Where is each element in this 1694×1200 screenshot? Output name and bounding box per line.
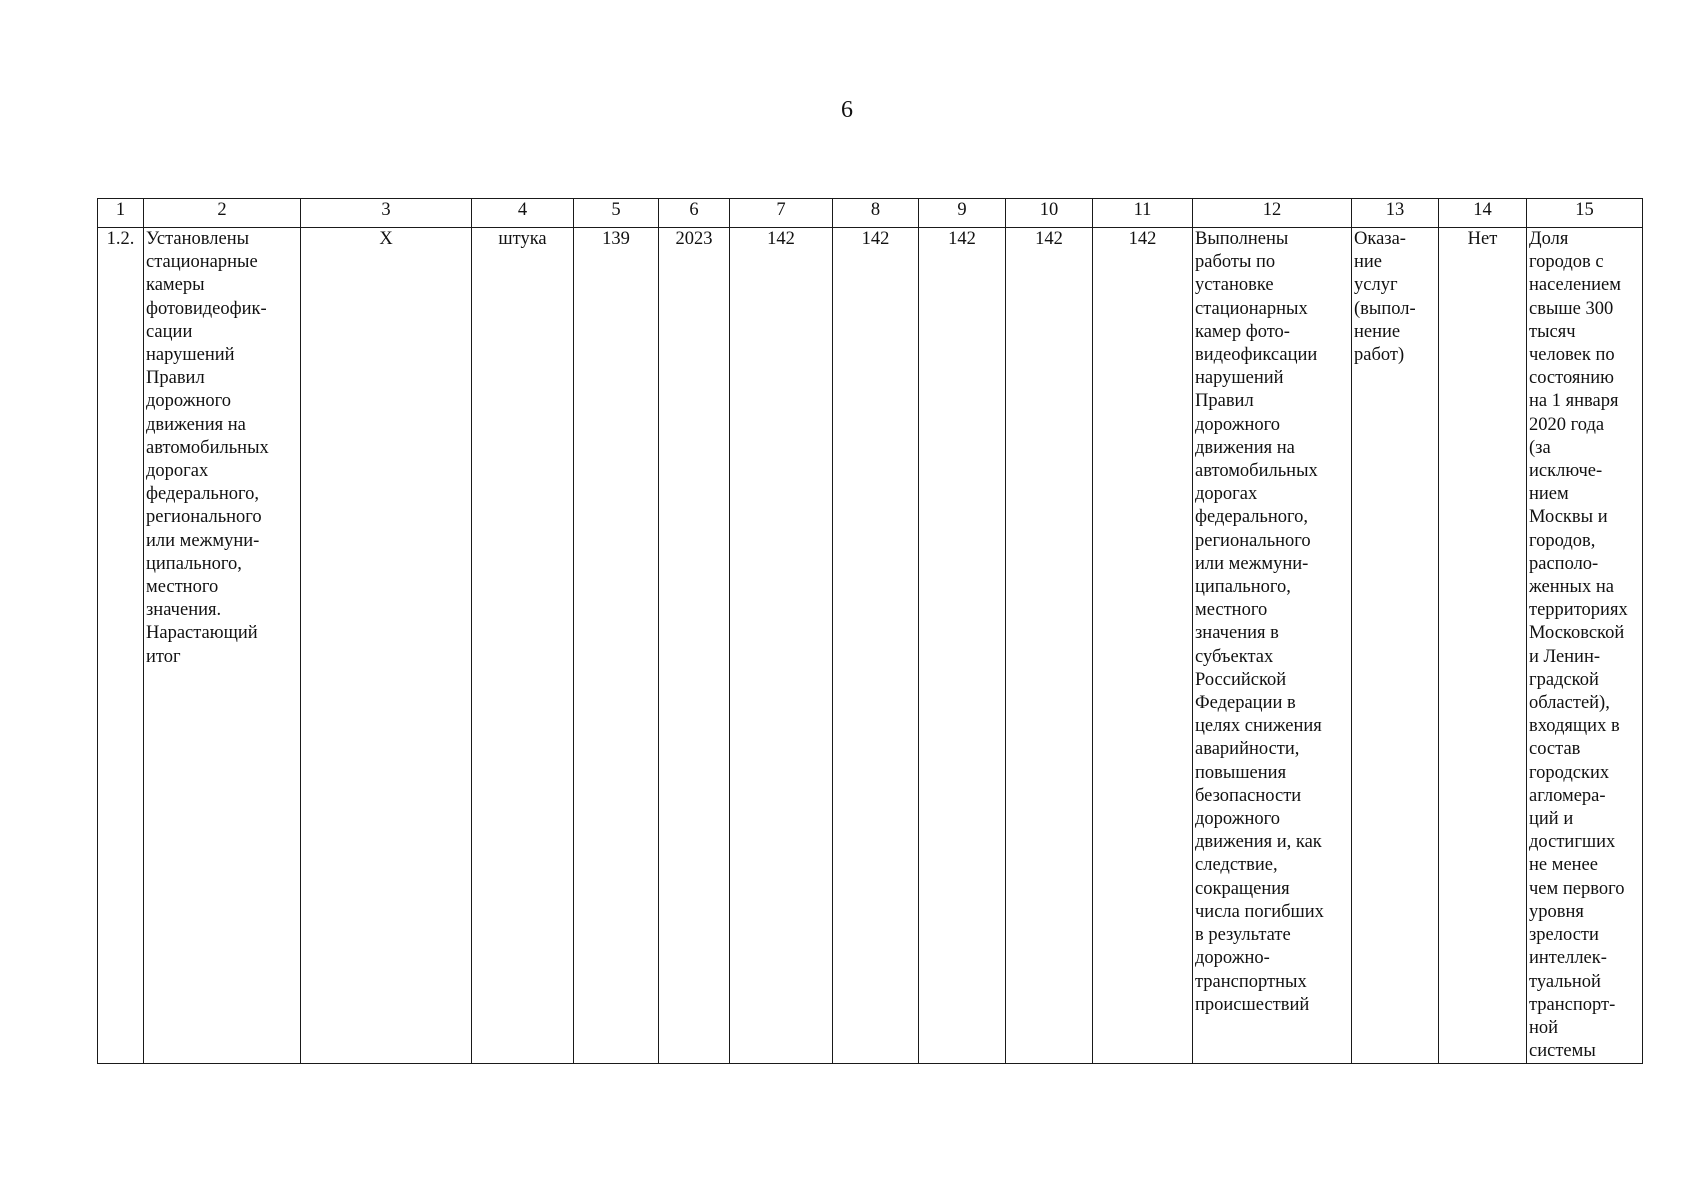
row-number: 1.2. [98,228,144,1064]
unit-cell: штука [472,228,574,1064]
indicator-table [97,198,1643,1064]
header-row [98,199,1643,228]
type-cell: Оказа- ние услуг (выпол- нение работ) [1352,228,1439,1064]
header-cell-8: 8 [833,199,919,228]
value-cell-11: 142 [1093,228,1193,1064]
value-cell-7: 142 [730,228,833,1064]
header-cell-10: 10 [1006,199,1093,228]
result-cell: Выполнены работы по установке стационарных камер фото- видеофиксации нарушений Правил дорожного движения на автомобильных дорогах федерального, регионального или межмуни- ципального, местного значения в субъектах Российской Федерации в целях снижения аварийности, повышения безопасности дорожного движения и, как следствие, сокращения числа погибших в результате дорожно- транспортных происшествий [1193,228,1352,1064]
indicator-name: Установлены стационарные камеры фотовидеофик- сации нарушений Правил дорожного движения на автомобильных дорогах федерального, регионального или межмуни- ципального, местного значения. Нарастающий итог [144,228,301,1064]
header-cell-12: 12 [1193,199,1352,228]
header-cell-9: 9 [919,199,1006,228]
page-number: 6 [841,97,853,123]
value-cell-9: 142 [919,228,1006,1064]
cell-col15: Доля городов с населением свыше 300 тысяч человек по состоянию на 1 января 2020 года (за исключе- нием Москвы и городов, располо- женных на территориях Московской и Ленин- градской областей), входящих в состав городских агломера- ций и достигших не менее чем первого уровня зрелости интеллек- туальной транспорт- ной системы [1527,228,1643,1064]
value-cell-8: 142 [833,228,919,1064]
cell-col14: Нет [1439,228,1527,1064]
header-cell-7: 7 [730,199,833,228]
header-cell-6: 6 [659,199,730,228]
header-cell-14: 14 [1439,199,1527,228]
header-cell-11: 11 [1093,199,1193,228]
value-cell-10: 142 [1006,228,1093,1064]
header-cell-3: 3 [301,199,472,228]
cell-col3: X [301,228,472,1064]
header-cell-15: 15 [1527,199,1643,228]
header-cell-4: 4 [472,199,574,228]
base-value-cell: 139 [574,228,659,1064]
table-row [98,228,1643,1064]
header-cell-2: 2 [144,199,301,228]
base-year-cell: 2023 [659,228,730,1064]
header-cell-5: 5 [574,199,659,228]
header-cell-13: 13 [1352,199,1439,228]
header-cell-1: 1 [98,199,144,228]
